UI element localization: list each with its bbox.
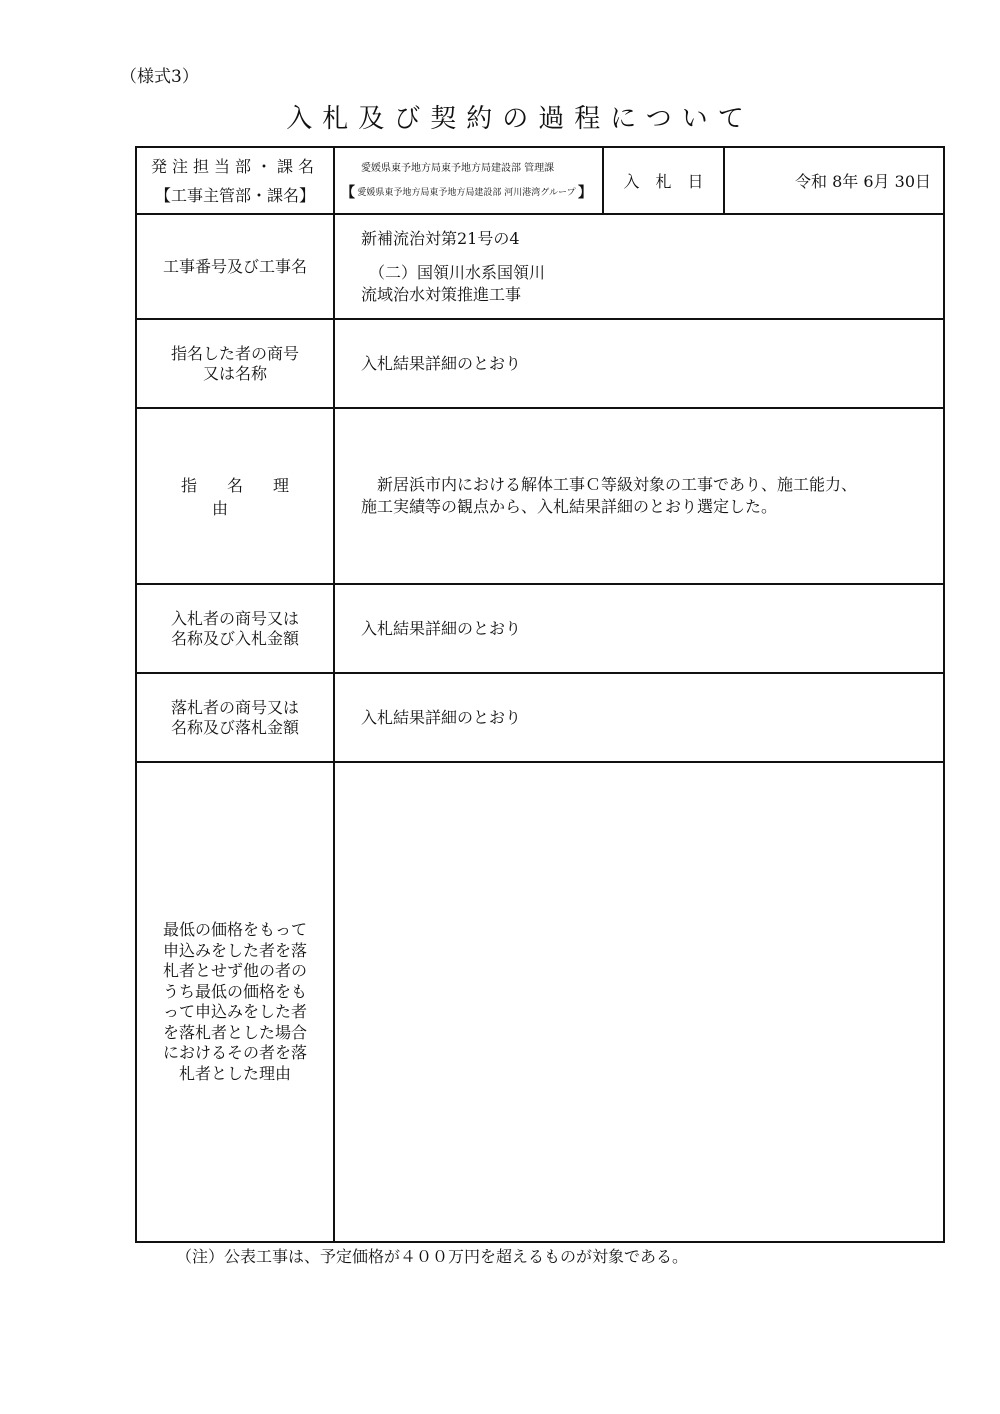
winner-label-line2: 名称及び落札金額 bbox=[170, 717, 299, 737]
dept-value-cell bbox=[334, 147, 603, 214]
dept-label-line2: 【工事主管部・課名】 bbox=[154, 185, 315, 205]
winner-label-line1: 落札者の商号又は bbox=[170, 697, 299, 717]
bid-date-value: 令和 8年 6月 30日 bbox=[724, 147, 944, 214]
bidders-label-line2: 名称及び入札金額 bbox=[170, 628, 299, 648]
lowest-row bbox=[136, 762, 944, 1242]
page-title: 入札及び契約の過程について bbox=[286, 104, 754, 134]
dept-value: 愛媛県東予地方局東予地方局建設部 管理課 bbox=[361, 162, 555, 174]
form-number-label: （様式3） bbox=[120, 67, 199, 87]
work-name-row bbox=[136, 214, 944, 319]
bid-date-label: 入札日 bbox=[603, 147, 724, 214]
winner-value: 入札結果詳細のとおり bbox=[334, 673, 944, 762]
reason-label: 指名理由 bbox=[136, 408, 334, 584]
designated-value: 入札結果詳細のとおり bbox=[334, 319, 944, 408]
process-table bbox=[135, 146, 945, 1243]
bidders-value: 入札結果詳細のとおり bbox=[334, 584, 944, 673]
work-name-value bbox=[334, 214, 944, 319]
work-name-line2: 流域治水対策推進工事 bbox=[361, 284, 522, 304]
reason-row bbox=[136, 408, 944, 584]
lowest-value bbox=[334, 762, 944, 1242]
designated-label bbox=[136, 319, 334, 408]
reason-value bbox=[334, 408, 944, 584]
bidders-label-line1: 入札者の商号又は bbox=[170, 608, 299, 628]
work-name-label: 工事番号及び工事名 bbox=[136, 214, 334, 319]
bidders-row bbox=[136, 584, 944, 673]
work-name-line1: （二）国領川水系国領川 bbox=[369, 262, 546, 282]
lowest-label: 最低の価格をもって申込みをした者を落札者とせず他の者のうち最低の価格をもって申込みをした者を落札者とした場合におけるその者を落札者とした理由 bbox=[136, 762, 334, 1242]
reason-line1: 新居浜市内における解体工事Ｃ等級対象の工事であり、施工能力、 bbox=[361, 475, 858, 494]
work-number: 新補流治対第21号の4 bbox=[361, 228, 520, 248]
dept-label-cell bbox=[136, 147, 334, 214]
dept-label-line1: 発注担当部・課名 bbox=[150, 156, 319, 176]
winner-row bbox=[136, 673, 944, 762]
designated-label-line1: 指名した者の商号 bbox=[170, 343, 299, 363]
bidders-label bbox=[136, 584, 334, 673]
winner-label bbox=[136, 673, 334, 762]
reason-line2: 施工実績等の観点から、入札結果詳細のとおり選定した。 bbox=[361, 497, 778, 516]
header-row bbox=[136, 147, 944, 214]
bracket-open: 【 bbox=[341, 184, 355, 201]
bracket-close: 】 bbox=[578, 184, 592, 201]
footnote: （注）公表工事は、予定価格が４００万円を超えるものが対象である。 bbox=[176, 1247, 689, 1266]
designated-label-line2: 又は名称 bbox=[202, 363, 267, 383]
dept-value-sub: 愛媛県東予地方局東予地方局建設部 河川港湾グループ bbox=[357, 187, 576, 198]
designated-row bbox=[136, 319, 944, 408]
